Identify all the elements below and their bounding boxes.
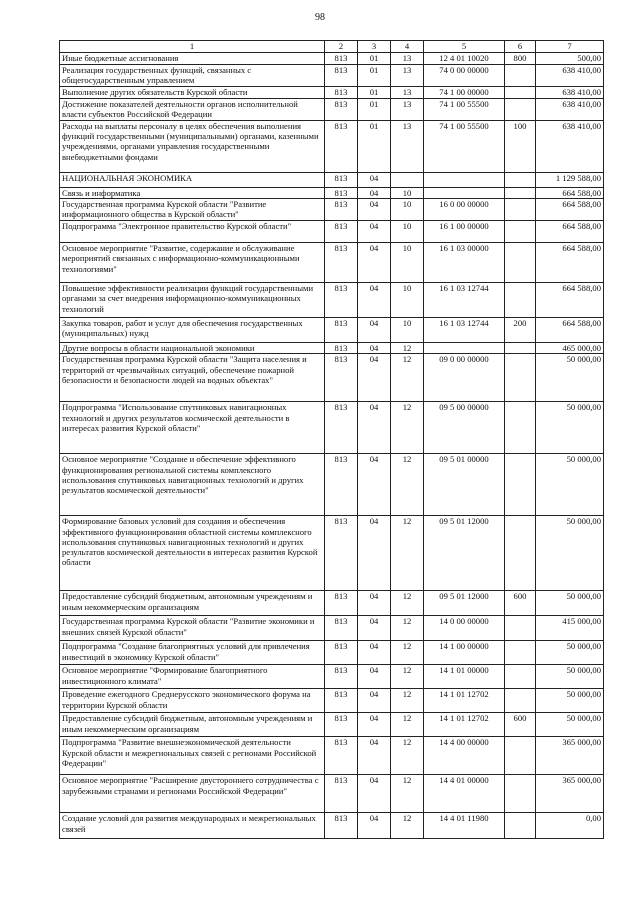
table-row bbox=[60, 454, 604, 516]
table-row bbox=[60, 665, 604, 689]
cell-amount: 638 410,00 bbox=[536, 99, 604, 121]
cell-target-article: 74 0 00 00000 bbox=[424, 65, 505, 87]
table-row bbox=[60, 813, 604, 839]
cell-name: Связь и информатика bbox=[60, 188, 325, 199]
cell-section-code: 04 bbox=[358, 243, 391, 283]
cell-subsection-code bbox=[391, 173, 424, 188]
table-row bbox=[60, 188, 604, 199]
table-row bbox=[60, 283, 604, 318]
cell-amount: 50 000,00 bbox=[536, 591, 604, 616]
cell-target-article: 14 4 01 11980 bbox=[424, 813, 505, 839]
cell-ministry-code: 813 bbox=[325, 665, 358, 689]
table-row bbox=[60, 775, 604, 813]
cell-amount: 638 410,00 bbox=[536, 65, 604, 87]
cell-ministry-code: 813 bbox=[325, 173, 358, 188]
cell-name: Реализация государственных функций, связанных с общегосударственным управлением bbox=[60, 65, 325, 87]
cell-expense-type bbox=[505, 199, 536, 221]
table-row bbox=[60, 121, 604, 173]
table-row bbox=[60, 713, 604, 737]
cell-name: Проведение ежегодного Среднерусского экономического форума на территории Курской области bbox=[60, 689, 325, 713]
cell-target-article: 09 0 00 00000 bbox=[424, 354, 505, 402]
cell-amount: 638 410,00 bbox=[536, 87, 604, 99]
cell-ministry-code: 813 bbox=[325, 402, 358, 454]
cell-amount: 664 588,00 bbox=[536, 283, 604, 318]
cell-target-article: 16 1 03 00000 bbox=[424, 243, 505, 283]
column-header: 7 bbox=[536, 41, 604, 53]
cell-expense-type: 800 bbox=[505, 53, 536, 65]
cell-ministry-code: 813 bbox=[325, 318, 358, 343]
cell-ministry-code: 813 bbox=[325, 188, 358, 199]
cell-name: Основное мероприятие "Расширение двустороннего сотрудничества с зарубежными странами и регионами Российской Федерации" bbox=[60, 775, 325, 813]
cell-amount: 664 588,00 bbox=[536, 243, 604, 283]
cell-amount: 415 000,00 bbox=[536, 616, 604, 641]
cell-expense-type: 100 bbox=[505, 121, 536, 173]
cell-target-article bbox=[424, 173, 505, 188]
cell-amount: 50 000,00 bbox=[536, 354, 604, 402]
cell-name: Подпрограмма "Создание благоприятных условий для привлечения инвестиций в экономику Курской области" bbox=[60, 641, 325, 665]
cell-section-code: 01 bbox=[358, 99, 391, 121]
cell-ministry-code: 813 bbox=[325, 65, 358, 87]
cell-amount: 50 000,00 bbox=[536, 516, 604, 591]
column-header: 2 bbox=[325, 41, 358, 53]
cell-subsection-code: 10 bbox=[391, 318, 424, 343]
cell-name: Закупка товаров, работ и услуг для обеспечения государственных (муниципальных) нужд bbox=[60, 318, 325, 343]
cell-amount: 365 000,00 bbox=[536, 775, 604, 813]
table-header-row bbox=[60, 41, 604, 53]
cell-subsection-code: 10 bbox=[391, 283, 424, 318]
cell-target-article: 74 1 00 55500 bbox=[424, 99, 505, 121]
table-row bbox=[60, 591, 604, 616]
cell-section-code: 01 bbox=[358, 121, 391, 173]
cell-section-code: 04 bbox=[358, 188, 391, 199]
cell-ministry-code: 813 bbox=[325, 775, 358, 813]
cell-ministry-code: 813 bbox=[325, 243, 358, 283]
cell-target-article: 14 4 01 00000 bbox=[424, 775, 505, 813]
cell-subsection-code: 12 bbox=[391, 737, 424, 775]
cell-section-code: 04 bbox=[358, 199, 391, 221]
cell-expense-type bbox=[505, 665, 536, 689]
cell-subsection-code: 12 bbox=[391, 516, 424, 591]
column-header: 5 bbox=[424, 41, 505, 53]
cell-name: Подпрограмма "Развитие внешнеэкономической деятельности Курской области и межрегиональных связей с регионами Российской Федерации" bbox=[60, 737, 325, 775]
cell-target-article: 09 5 01 12000 bbox=[424, 516, 505, 591]
cell-section-code: 04 bbox=[358, 402, 391, 454]
cell-subsection-code: 12 bbox=[391, 454, 424, 516]
cell-target-article: 16 1 03 12744 bbox=[424, 318, 505, 343]
cell-subsection-code: 12 bbox=[391, 343, 424, 354]
cell-section-code: 04 bbox=[358, 516, 391, 591]
cell-subsection-code: 12 bbox=[391, 591, 424, 616]
column-header: 4 bbox=[391, 41, 424, 53]
cell-section-code: 04 bbox=[358, 343, 391, 354]
cell-amount: 50 000,00 bbox=[536, 665, 604, 689]
table-row bbox=[60, 516, 604, 591]
cell-target-article: 09 5 00 00000 bbox=[424, 402, 505, 454]
cell-target-article: 09 5 01 12000 bbox=[424, 591, 505, 616]
cell-subsection-code: 12 bbox=[391, 402, 424, 454]
cell-expense-type bbox=[505, 188, 536, 199]
cell-amount: 50 000,00 bbox=[536, 689, 604, 713]
page-number: 98 bbox=[315, 12, 325, 23]
table-row bbox=[60, 343, 604, 354]
cell-section-code: 04 bbox=[358, 591, 391, 616]
cell-target-article: 16 1 00 00000 bbox=[424, 221, 505, 243]
cell-ministry-code: 813 bbox=[325, 199, 358, 221]
cell-ministry-code: 813 bbox=[325, 737, 358, 775]
column-header: 6 bbox=[505, 41, 536, 53]
cell-expense-type bbox=[505, 283, 536, 318]
cell-subsection-code: 10 bbox=[391, 221, 424, 243]
cell-expense-type bbox=[505, 243, 536, 283]
cell-subsection-code: 10 bbox=[391, 188, 424, 199]
cell-section-code: 04 bbox=[358, 454, 391, 516]
cell-ministry-code: 813 bbox=[325, 221, 358, 243]
cell-name: Достижение показателей деятельности органов исполнительной власти субъектов Российской Федерации bbox=[60, 99, 325, 121]
cell-amount: 664 588,00 bbox=[536, 221, 604, 243]
cell-amount: 1 129 588,00 bbox=[536, 173, 604, 188]
cell-name: Формирование базовых условий для создания и обеспечения эффективного функционирования областной системы комплексного использования спутниковых навигационных технологий и других результатов космической деятельности в интересах развития Курской области bbox=[60, 516, 325, 591]
cell-target-article: 14 1 01 00000 bbox=[424, 665, 505, 689]
table-body bbox=[60, 53, 604, 839]
column-header: 1 bbox=[60, 41, 325, 53]
cell-target-article: 16 0 00 00000 bbox=[424, 199, 505, 221]
table-row bbox=[60, 402, 604, 454]
cell-name: Основное мероприятие "Развитие, содержание и обслуживание мероприятий связанных с информационно-коммуникационными технологиями" bbox=[60, 243, 325, 283]
cell-ministry-code: 813 bbox=[325, 354, 358, 402]
cell-ministry-code: 813 bbox=[325, 616, 358, 641]
cell-target-article: 09 5 01 00000 bbox=[424, 454, 505, 516]
cell-amount: 50 000,00 bbox=[536, 713, 604, 737]
cell-amount: 664 588,00 bbox=[536, 318, 604, 343]
cell-subsection-code: 12 bbox=[391, 813, 424, 839]
cell-name: Основное мероприятие "Создание и обеспечение эффективного функционирования региональной системы комплексного использования спутниковых навигационных технологий и других результатов космической деятельности" bbox=[60, 454, 325, 516]
cell-ministry-code: 813 bbox=[325, 99, 358, 121]
table-row bbox=[60, 689, 604, 713]
cell-name: Государственная программа Курской области "Защита населения и территорий от чрезвычайных ситуаций, обеспечение пожарной безопасности и безопасности людей на водных объектах" bbox=[60, 354, 325, 402]
cell-subsection-code: 12 bbox=[391, 665, 424, 689]
cell-name: Подпрограмма "Использование спутниковых навигационных технологий и других результатов космической деятельности в интересах развития Курской области" bbox=[60, 402, 325, 454]
cell-section-code: 04 bbox=[358, 775, 391, 813]
cell-section-code: 04 bbox=[358, 173, 391, 188]
cell-ministry-code: 813 bbox=[325, 283, 358, 318]
cell-expense-type bbox=[505, 343, 536, 354]
cell-ministry-code: 813 bbox=[325, 87, 358, 99]
table-row bbox=[60, 199, 604, 221]
table-row bbox=[60, 616, 604, 641]
cell-expense-type bbox=[505, 402, 536, 454]
cell-expense-type bbox=[505, 813, 536, 839]
cell-expense-type bbox=[505, 737, 536, 775]
cell-expense-type bbox=[505, 87, 536, 99]
cell-subsection-code: 13 bbox=[391, 53, 424, 65]
cell-expense-type bbox=[505, 173, 536, 188]
cell-section-code: 04 bbox=[358, 354, 391, 402]
cell-ministry-code: 813 bbox=[325, 53, 358, 65]
cell-section-code: 01 bbox=[358, 87, 391, 99]
cell-amount: 365 000,00 bbox=[536, 737, 604, 775]
cell-target-article: 74 1 00 00000 bbox=[424, 87, 505, 99]
cell-subsection-code: 12 bbox=[391, 641, 424, 665]
cell-section-code: 04 bbox=[358, 689, 391, 713]
cell-expense-type bbox=[505, 689, 536, 713]
cell-section-code: 04 bbox=[358, 665, 391, 689]
cell-expense-type: 200 bbox=[505, 318, 536, 343]
cell-ministry-code: 813 bbox=[325, 516, 358, 591]
cell-subsection-code: 13 bbox=[391, 65, 424, 87]
cell-amount: 465 000,00 bbox=[536, 343, 604, 354]
cell-target-article: 14 4 00 00000 bbox=[424, 737, 505, 775]
cell-section-code: 04 bbox=[358, 713, 391, 737]
cell-amount: 664 588,00 bbox=[536, 188, 604, 199]
cell-subsection-code: 10 bbox=[391, 199, 424, 221]
cell-ministry-code: 813 bbox=[325, 591, 358, 616]
cell-target-article: 14 1 01 12702 bbox=[424, 689, 505, 713]
cell-expense-type bbox=[505, 516, 536, 591]
cell-name: Основное мероприятие "Формирование благоприятного инвестиционного климата" bbox=[60, 665, 325, 689]
cell-expense-type bbox=[505, 775, 536, 813]
cell-target-article: 74 1 00 55500 bbox=[424, 121, 505, 173]
cell-subsection-code: 13 bbox=[391, 121, 424, 173]
cell-ministry-code: 813 bbox=[325, 121, 358, 173]
table-row bbox=[60, 641, 604, 665]
cell-ministry-code: 813 bbox=[325, 454, 358, 516]
cell-expense-type bbox=[505, 65, 536, 87]
cell-subsection-code: 12 bbox=[391, 616, 424, 641]
cell-ministry-code: 813 bbox=[325, 813, 358, 839]
cell-expense-type bbox=[505, 99, 536, 121]
cell-expense-type bbox=[505, 641, 536, 665]
cell-subsection-code: 12 bbox=[391, 689, 424, 713]
cell-name: Государственная программа Курской области "Развитие информационного общества в Курской области" bbox=[60, 199, 325, 221]
cell-section-code: 04 bbox=[358, 813, 391, 839]
table-row bbox=[60, 99, 604, 121]
cell-name: Предоставление субсидий бюджетным, автономным учреждениям и иным некоммерческим организациям bbox=[60, 591, 325, 616]
table-row bbox=[60, 87, 604, 99]
cell-expense-type bbox=[505, 454, 536, 516]
cell-name: Другие вопросы в области национальной экономики bbox=[60, 343, 325, 354]
table-row bbox=[60, 737, 604, 775]
cell-target-article bbox=[424, 343, 505, 354]
cell-amount: 500,00 bbox=[536, 53, 604, 65]
cell-expense-type bbox=[505, 616, 536, 641]
cell-amount: 50 000,00 bbox=[536, 641, 604, 665]
cell-expense-type: 600 bbox=[505, 591, 536, 616]
cell-section-code: 04 bbox=[358, 641, 391, 665]
cell-section-code: 04 bbox=[358, 221, 391, 243]
cell-amount: 50 000,00 bbox=[536, 402, 604, 454]
cell-expense-type bbox=[505, 354, 536, 402]
table-row bbox=[60, 53, 604, 65]
cell-ministry-code: 813 bbox=[325, 641, 358, 665]
cell-amount: 664 588,00 bbox=[536, 199, 604, 221]
cell-ministry-code: 813 bbox=[325, 343, 358, 354]
cell-subsection-code: 10 bbox=[391, 243, 424, 283]
cell-name: Предоставление субсидий бюджетным, автономным учреждениям и иным некоммерческим организациям bbox=[60, 713, 325, 737]
cell-name: Подпрограмма "Электронное правительство Курской области" bbox=[60, 221, 325, 243]
table-row bbox=[60, 318, 604, 343]
table-row bbox=[60, 354, 604, 402]
cell-name: НАЦИОНАЛЬНАЯ ЭКОНОМИКА bbox=[60, 173, 325, 188]
cell-section-code: 04 bbox=[358, 318, 391, 343]
cell-name: Выполнение других обязательств Курской области bbox=[60, 87, 325, 99]
cell-ministry-code: 813 bbox=[325, 713, 358, 737]
cell-section-code: 04 bbox=[358, 737, 391, 775]
cell-target-article: 16 1 03 12744 bbox=[424, 283, 505, 318]
cell-target-article: 14 1 01 12702 bbox=[424, 713, 505, 737]
table-row bbox=[60, 243, 604, 283]
cell-subsection-code: 12 bbox=[391, 775, 424, 813]
cell-section-code: 04 bbox=[358, 283, 391, 318]
cell-name: Создание условий для развития международных и межрегиональных связей bbox=[60, 813, 325, 839]
budget-table bbox=[59, 40, 604, 839]
cell-target-article: 14 1 00 00000 bbox=[424, 641, 505, 665]
table-row bbox=[60, 65, 604, 87]
table-row bbox=[60, 173, 604, 188]
cell-section-code: 01 bbox=[358, 53, 391, 65]
cell-ministry-code: 813 bbox=[325, 689, 358, 713]
cell-expense-type bbox=[505, 221, 536, 243]
cell-amount: 50 000,00 bbox=[536, 454, 604, 516]
cell-subsection-code: 12 bbox=[391, 354, 424, 402]
cell-section-code: 01 bbox=[358, 65, 391, 87]
column-header: 3 bbox=[358, 41, 391, 53]
cell-target-article: 14 0 00 00000 bbox=[424, 616, 505, 641]
table-row bbox=[60, 221, 604, 243]
cell-name: Повышение эффективности реализации функций государственными органами за счет внедрения информационно-коммуникационных технологий bbox=[60, 283, 325, 318]
cell-name: Иные бюджетные ассигнования bbox=[60, 53, 325, 65]
cell-subsection-code: 13 bbox=[391, 87, 424, 99]
cell-amount: 638 410,00 bbox=[536, 121, 604, 173]
cell-subsection-code: 13 bbox=[391, 99, 424, 121]
cell-amount: 0,00 bbox=[536, 813, 604, 839]
cell-target-article: 12 4 01 10020 bbox=[424, 53, 505, 65]
cell-section-code: 04 bbox=[358, 616, 391, 641]
cell-name: Расходы на выплаты персоналу в целях обеспечения выполнения функций государственными (муниципальными) органами, казенными учреждениями, органами управления государственными внебюджетными фондами bbox=[60, 121, 325, 173]
cell-expense-type: 600 bbox=[505, 713, 536, 737]
cell-target-article bbox=[424, 188, 505, 199]
cell-name: Государственная программа Курской области "Развитие экономики и внешних связей Курской области" bbox=[60, 616, 325, 641]
cell-subsection-code: 12 bbox=[391, 713, 424, 737]
